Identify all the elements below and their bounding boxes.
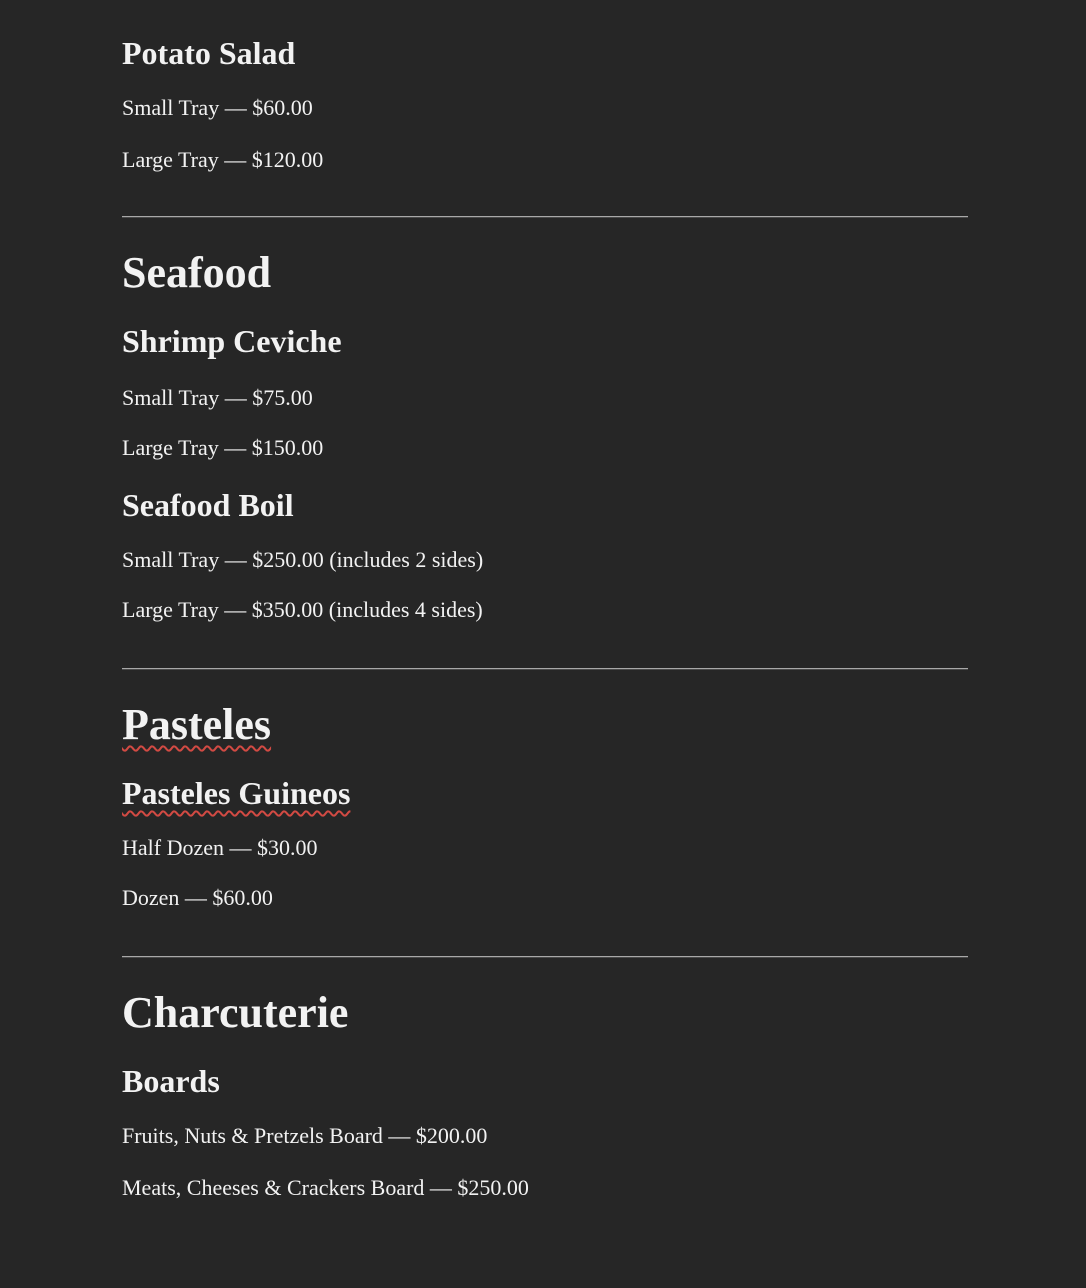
item-title-boards: Boards [122, 1063, 220, 1099]
section-divider [122, 216, 968, 218]
section-heading-charcuterie: Charcuterie [122, 988, 349, 1037]
item-title-potato-salad: Potato Salad [122, 35, 296, 71]
section-heading-pasteles: Pasteles [122, 700, 272, 749]
item-price-line: Fruits, Nuts & Pretzels Board — $200.00 [122, 1123, 488, 1148]
section-divider [122, 956, 968, 958]
item-price-line: Small Tray — $75.00 [122, 385, 313, 410]
section-divider [122, 668, 968, 670]
item-price-line: Meats, Cheeses & Crackers Board — $250.00 [122, 1175, 529, 1200]
item-title-shrimp-ceviche: Shrimp Ceviche [122, 323, 342, 359]
item-price-line: Large Tray — $150.00 [122, 435, 324, 460]
item-price-line: Dozen — $60.00 [122, 885, 273, 910]
item-price-line: Small Tray — $60.00 [122, 95, 313, 120]
item-price-line: Half Dozen — $30.00 [122, 835, 318, 860]
item-price-line: Large Tray — $350.00 (includes 4 sides) [122, 597, 483, 622]
item-price-line: Small Tray — $250.00 (includes 2 sides) [122, 547, 484, 572]
item-price-line: Large Tray — $120.00 [122, 147, 324, 172]
item-title-seafood-boil: Seafood Boil [122, 487, 294, 523]
item-title-pasteles-guineos: Pasteles Guineos [122, 775, 351, 811]
section-heading-seafood: Seafood [122, 248, 272, 297]
